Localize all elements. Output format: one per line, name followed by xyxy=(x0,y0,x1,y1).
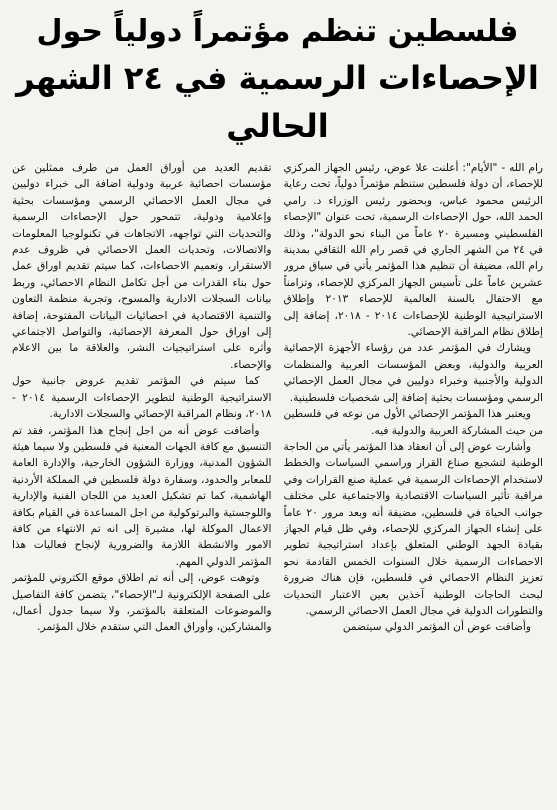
paragraph: وتوهت عوض، إلى أنه تم اطلاق موقع الكتروني للمؤتمر على الصفحة الإلكترونية لـ"الإحصاء"، يتضمن كافة التفاصيل والموضوعات المتعلقة بالمؤتمر، ولا سيما جدول أعمال، والمشاركين، وأوراق العمل التي ستقدم خلال المؤتمر. xyxy=(12,572,272,634)
paragraph: رام الله - "الأيام": أعلنت علا عوض، رئيس الجهاز المركزي للإحصاء، أن دولة فلسطين ستنظم مؤتمراً دولياً، تحت رعاية الرئيس محمود عباس، وبحضور رئيس الوزراء د. رامي الحمد الله، حول الإحصاءات الرسمية، تحت عنوان "الإحصاء الفلسطيني ومسيرة ٢٠ عاماً من البناء نحو الدولة"، وذلك في ٢٤ من الشهر الجاري في قصر رام الله الثقافي بمدينة رام الله، مضيفة أن تنظيم هذا المؤتمر يأتي في سياق مرور عشرين عاماً على تأسيس الجهاز المركزي للإحصاء، وتزامناً مع الاحتفال بالسنة العالمية للإحصاء ٢٠١٣ وإطلاق الاستراتيجية الوطنية للإحصاءات ٢٠١٤ - ٢٠١٨، إضافة إلى إطلاق نظام المراقبة الإحصائي. xyxy=(283,162,543,339)
article-body xyxy=(12,160,543,810)
paragraph: تقديم العديد من أوراق العمل من طرف ممثلين عن مؤسسات احصائية عربية ودولية اضافة الى خبراء دوليين في مجال العمل الاحصائي الرسمي ومؤسسات بحثية وإعلامية ودولية، تتمحور حول الإحصاءات الرسمية والتحديات التي تواجهه، الاتجاهات في تكنولوجيا المعلومات والاتصالات، وتحديات العمل الاحصائي في ظروف عدم الاستقرار، وتعميم الاحصاءات، كما سيتم تقديم اوراق عمل حول بناء القدرات من أجل تكامل النظام الاحصائي، وربط بيانات السجلات الادارية والمسوح، وتجربة منظمة التعاون والتنمية الاقتصادية في احصائيات البيانات المفتوحة، إضافة إلى اوراق حول المعرفة الإحصائية، والتواصل الاجتماعي وأثره على استراتيجيات النشر، والعلاقة ما بين الاعلام والإحصاء. xyxy=(12,162,272,371)
article-column-left xyxy=(12,160,272,810)
paragraph: وأشارت عوض إلى أن انعقاد هذا المؤتمر يأتي من الحاجة الوطنية لتشجيع صناع القرار وراسمي السياسات والخطط لاستخدام الإحصاءات الرسمية في عملية صنع القرارات وفي مراقبة تأثير السياسات الاقتصادية والاجتماعية على مختلف جوانب الحياة في فلسطين، مضيفة أنه وبعد مرور ٢٠ عاماً على إنشاء الجهاز المركزي للإحصاء، وفي ظل قيام الجهاز بقيادة الجهد الوطني المتعلق بإعداد استراتيجية تطوير الاحصاءات الرسمية خلال السنوات الخمس القادمة نحو تعزيز النظام الاحصائي في فلسطين، فإن هناك ضرورة لبحث الحاجات الوطنية آخذين بعين الاعتبار التحديات والتطورات الدولية في مجال العمل الاحصائي الرسمي. xyxy=(283,440,543,617)
paragraph: وأضافت عوض أن المؤتمر الدولي سيتضمن xyxy=(342,621,531,634)
headline-line-2: الإحصاءات الرسمية في ٢٤ الشهر الحالي xyxy=(16,59,539,145)
paragraph: وأضافت عوض أنه من اجل إنجاح هذا المؤتمر، فقد تم التنسيق مع كافة الجهات المعنية في فلسطين ولا سيما هيئة الشؤون المدنية، ووزارة الشؤون الخارجية، والإدارة العامة للمعابر والحدود، وسفارة دولة فلسطين في المملكة الأردنية الهاشمية، كما تم تشكيل العديد من اللجان الفنية والإدارية واللوجستية والبرتوكولية من اجل المساعدة في القيام بكافة الاعمال الموكلة لها، مشيرة إلى انه تم الانتهاء من كافة الامور والانشطة اللازمة والضرورية لإنجاح فعاليات هذا المؤتمر الدولي المهم. xyxy=(12,424,272,568)
paragraph: كما سيتم في المؤتمر تقديم عروض جانبية حول الاستراتيجية الوطنية لتطوير الإحصاءات الرسمية ٢٠١٤ - ٢٠١٨، ونظام المراقبة الإحصائي والسجلات الادارية. xyxy=(12,375,272,421)
article-column-right xyxy=(284,160,544,810)
headline-line-1: فلسطين تنظم مؤتمراً دولياً حول xyxy=(36,14,519,49)
paragraph: ويعتبر هذا المؤتمر الإحصائي الأول من نوعه في فلسطين من حيث المشاركة العربية والدولية فيه. xyxy=(283,408,543,437)
article-headline xyxy=(12,10,543,150)
paragraph: ويشارك في المؤتمر عدد من رؤساء الأجهزة الإحصائية العربية والدولية، وبعض المؤسسات العربية والمنظمات الدولية والأجنبية وخبراء دوليين في مجال العمل الإحصائي الرسمي ومؤسسات بحثية إضافة إلى شخصيات فلسطينية. xyxy=(283,342,543,404)
